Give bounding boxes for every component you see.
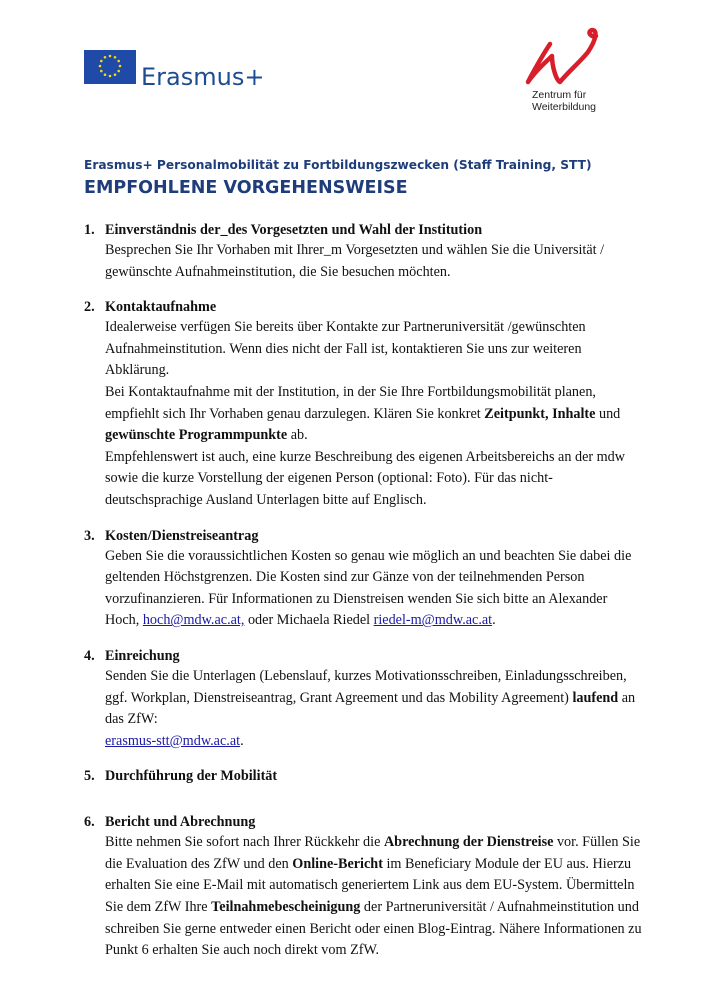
text-run: Geben Sie die voraussichtlichen Kosten so genau wie möglich an und beachten Sie dabei die geltenden Höchstgrenzen. Die Kosten sind zur Gänze von der teilnehmenden Person vorzufinanzieren. Für Informationen zu Dienstreisen wenden Sie sich bitte an Alexander Hoch,	[105, 547, 632, 629]
zfw-logo	[522, 26, 632, 116]
text-run: .	[240, 732, 244, 749]
bold-text: Inhalte	[552, 405, 596, 422]
step-paragraph	[105, 832, 644, 962]
step-4	[84, 646, 644, 752]
bold-text: Teilnahmebescheinigung	[211, 899, 361, 916]
step-heading: Kosten/Dienstreiseantrag	[105, 527, 259, 544]
step-heading: Durchführung der Mobilität	[105, 768, 278, 785]
text-run: an das ZfW:	[105, 689, 636, 728]
eu-flag-icon	[84, 50, 136, 84]
text-run: oder Michaela Riedel	[244, 612, 374, 629]
text-run: vor. Füllen Sie die Evaluation des ZfW und den	[105, 834, 641, 872]
text-run: ,	[544, 405, 553, 422]
bold-text: Online-Bericht	[292, 855, 383, 872]
step-paragraph	[105, 382, 644, 447]
document-title: EMPFOHLENE VORGEHENSWEISE	[84, 178, 408, 198]
step-3	[84, 526, 644, 632]
bold-text: Zeitpunkt	[484, 405, 545, 422]
text-run: Bei Kontaktaufnahme mit der Institution, in der Sie Ihre Fortbildungsmobilität planen, empfiehlt sich Ihr Vorhaben genau darzulegen. Klären Sie konkret	[105, 383, 596, 422]
step-6	[84, 812, 644, 962]
text-run: .	[492, 612, 496, 629]
erasmus-logo-text: Erasmus+	[141, 63, 265, 91]
step-heading: Kontaktaufnahme	[105, 299, 217, 316]
step-number: 2.	[84, 299, 95, 316]
text-run: ab.	[287, 427, 308, 444]
step-paragraph	[105, 666, 644, 752]
steps-list	[84, 220, 644, 976]
email-link-erasmus-stt[interactable]: erasmus-stt@mdw.ac.at	[105, 732, 241, 749]
bold-text: Abrechnung der Dienstreise	[383, 834, 554, 851]
document-subtitle: Erasmus+ Personalmobilität zu Fortbildungszwecken (Staff Training, STT)	[84, 158, 592, 172]
zfw-w-icon	[522, 26, 632, 91]
email-link-hoch[interactable]: hoch@mdw.ac.at,	[142, 612, 245, 629]
step-number: 4.	[84, 647, 95, 664]
step-heading: Einverständnis der_des Vorgesetzten und Wahl der Institution	[105, 222, 483, 238]
text-run: und	[595, 405, 621, 422]
zfw-logo-line2: Weiterbildung	[532, 101, 597, 113]
step-heading: Bericht und Abrechnung	[105, 814, 256, 831]
text-run: im Beneficiary Module der EU aus. Hierzu erhalten Sie eine E-Mail mit automatisch generiertem Link aus dem EU-System. Übermitteln Sie dem ZfW Ihre	[105, 855, 635, 916]
step-heading: Einreichung	[105, 647, 180, 664]
bold-text: laufend	[572, 689, 619, 706]
step-text-line: Besprechen Sie Ihr Vorhaben mit Ihrer_m Vorgesetzten und wählen Sie die Universität /	[105, 242, 605, 258]
text-run: Bitte nehmen Sie sofort nach Ihrer Rückkehr die	[105, 834, 384, 851]
step-paragraph	[105, 546, 644, 632]
zfw-logo-line1: Zentrum für	[532, 89, 587, 101]
step-number: 6.	[84, 814, 95, 831]
step-1	[84, 220, 644, 283]
bold-text: gewünschte Programmpunkte	[105, 427, 288, 444]
text-run: der Partneruniversität / Aufnahmeinstitution und schreiben Sie gerne entweder einen Bericht oder einen Blog-Eintrag. Nähere Informationen zu Punkt 6 erhalten Sie auch noch direkt vom ZfW.	[105, 899, 642, 959]
erasmus-plus-logo	[84, 50, 265, 91]
email-link-riedel[interactable]: riedel-m@mdw.ac.at	[373, 612, 493, 629]
step-number: 3.	[84, 527, 95, 544]
text-run: Senden Sie die Unterlagen (Lebenslauf, kurzes Motivationsschreiben, Einladungsschreiben, ggf. Workplan, Dienstreiseantrag, Grant Agreement und das Mobility Agreement)	[105, 667, 627, 706]
step-text-line: gewünschte Aufnahmeinstitution, die Sie besuchen möchten.	[105, 263, 451, 280]
step-number: 5.	[84, 768, 95, 785]
step-paragraph: Empfehlenswert ist auch, eine kurze Beschreibung des eigenen Arbeitsbereichs an der mdw sowie die kurze Vorstellung der eigenen Person (optional: Foto). Für das nicht-deutschsprachige Ausland Unterlagen bitte auf Englisch.	[105, 448, 626, 508]
step-2	[84, 297, 644, 511]
step-5	[84, 766, 644, 786]
step-paragraph: Idealerweise verfügen Sie bereits über Kontakte zur Partneruniversität /gewünschten Aufnahmeinstitution. Wenn dies nicht der Fall ist, kontaktieren Sie uns zur weiteren Abklärung.	[105, 319, 586, 379]
step-number: 1.	[84, 222, 95, 238]
